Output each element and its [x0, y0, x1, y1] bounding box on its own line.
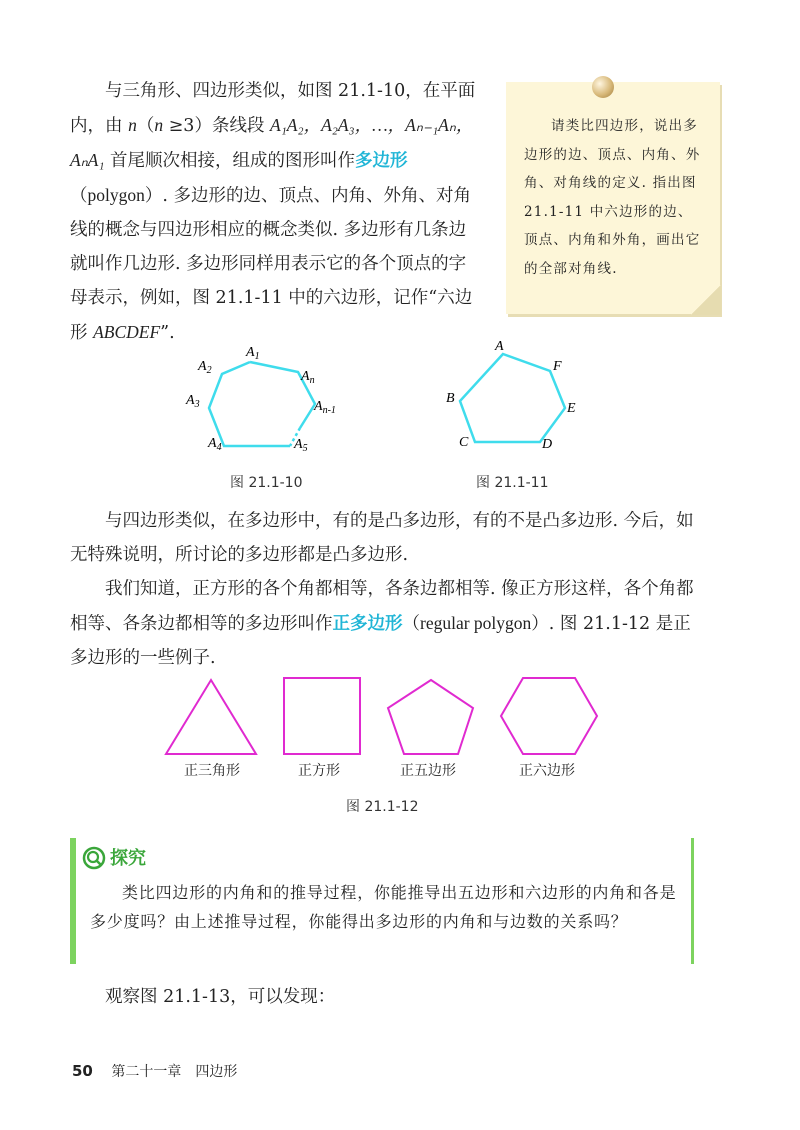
figure-caption: 图 21.1-12: [346, 799, 419, 815]
label-square: 正方形: [298, 763, 340, 779]
vertex-label: $A_{n-1}$: [314, 399, 336, 416]
pin-icon: [592, 76, 614, 98]
segment-list: A₁A₂，A₂A₃，…，Aₙ₋₁Aₙ，AₙA₁: [70, 115, 474, 170]
page-footer: [72, 1061, 237, 1081]
square: [284, 678, 360, 754]
vertex-label-E: E: [567, 401, 576, 416]
vertex-label-B: B: [446, 391, 455, 406]
vertex-label: $A_1$: [246, 345, 260, 362]
vertex-label-A: A: [495, 339, 504, 354]
paragraph-regular-polygon: 我们知道，正方形的各个角都相等，各条边都相等. 像正方形这样，各个角都相等、各条边都相等的多边形叫作正多边形（regular polygon）. 图 21.1-12 是正多边形的一些例子.: [70, 579, 694, 668]
vertex-label-F: F: [553, 359, 562, 374]
label-regular-hexagon: 正六边形: [519, 763, 575, 779]
figure-21-1-11: [440, 336, 600, 456]
label-regular-pentagon: 正五边形: [400, 763, 456, 779]
paragraph-convex: 与四边形类似，在多边形中，有的是凸多边形，有的不是凸多边形. 今后，如无特殊说明，所讨论的多边形都是凸多边形.: [70, 511, 694, 565]
term-regular-polygon: 正多边形: [332, 614, 403, 634]
explore-text: 类比四边形的内角和的推导过程，你能推导出五边形和六边形的内角和各是多少度吗？由上述推导过程，你能得出多边形的内角和与边数的关系吗？: [90, 883, 677, 931]
figure-21-1-12: [160, 672, 610, 762]
paragraph-polygon-definition: 与三角形、四边形类似，如图 21.1-10，在平面内，由 n（n ≥3）条线段 A₁A₂，A₂A₃，…，Aₙ₋₁Aₙ，AₙA₁ 首尾顺次相接，组成的图形叫作多边形（polygon）. 多边形的边、顶点、内角、外角、对角线的概念与四边形相应的概念类似. 多边形有几条边就叫作几边形. 多边形同样用表示它的各个顶点的字母表示，例如，图 21.1-11 中的六边形，记作“六边形 ABCDEF”.: [70, 81, 476, 343]
vertex-label: $A_2$: [198, 359, 212, 376]
figure-caption: 图 21.1-10: [230, 475, 303, 491]
side-note: [506, 82, 720, 314]
vertex-label: $A_4$: [208, 436, 222, 453]
side-note-text: 请类比四边形，说出多边形的边、顶点、内角、外角、对角线的定义. 指出图 21.1-11 中六边形的边、顶点、内角和外角，画出它的全部对角线.: [524, 118, 701, 277]
figure-21-1-10: [180, 340, 360, 460]
explore-box: [70, 838, 694, 964]
explore-icon: [82, 846, 106, 870]
label-regular-triangle: 正三角形: [184, 763, 240, 779]
vertex-label: $A_n$: [301, 369, 315, 386]
regular-hexagon: [501, 678, 597, 754]
page-number: 50: [72, 1062, 93, 1080]
paragraph-observe: 观察图 21.1-13，可以发现：: [105, 987, 336, 1007]
vertex-label: $A_3$: [186, 393, 200, 410]
chapter-title: 第二十一章 四边形: [111, 1064, 238, 1080]
figure-caption: 图 21.1-11: [476, 475, 549, 491]
term-polygon: 多边形: [355, 151, 408, 171]
explore-title: 探究: [110, 848, 146, 869]
regular-triangle: [166, 680, 256, 754]
regular-pentagon: [388, 680, 473, 754]
vertex-label: $A_5$: [294, 437, 308, 454]
vertex-label-C: C: [459, 435, 469, 450]
vertex-label-D: D: [542, 437, 553, 452]
